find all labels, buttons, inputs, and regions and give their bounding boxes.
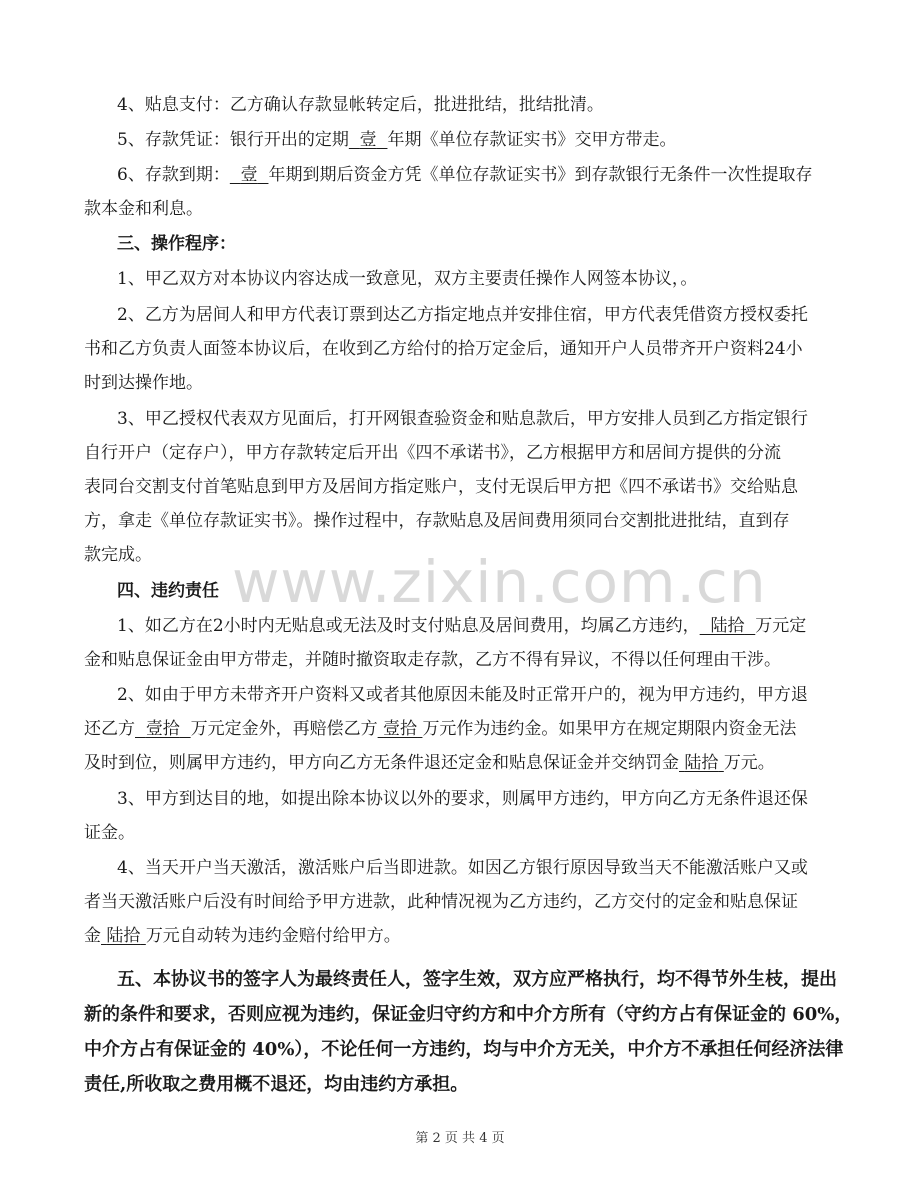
text: 5、存款凭证：银行开出的定期	[117, 130, 349, 150]
maturity-years-underline	[230, 165, 269, 185]
section-5-para-cont2	[0, 1039, 920, 1061]
text: 者当天激活账户后没有时间给予甲方进款，此种情况视为乙方违约，乙方交付的定金和贴息保证	[84, 892, 798, 912]
procedure-3	[0, 408, 920, 430]
text: 表同台交割支付首笔贴息到甲方及居间方指定账户，支付无误后甲方把《四不承诺书》交给贴息	[84, 477, 798, 497]
page-number-footer: 第 2 页 共 4 页	[415, 1131, 505, 1146]
forfeit-amount-underline	[101, 926, 146, 946]
text: 万元自动转为违约金赔付给甲方。	[145, 926, 401, 946]
procedure-3-cont3	[0, 510, 920, 532]
text: 书和乙方负责人面签本协议后，在收到乙方给付的拾万定金后，通知开户人员带齐开户资料24小	[84, 339, 803, 359]
text: 万元定金外，再赔偿乙方	[190, 719, 378, 739]
breach-4-cont	[0, 891, 920, 913]
breach-1-cont	[0, 649, 920, 671]
fine-amount-underline	[679, 753, 724, 773]
term-years: 壹	[359, 130, 377, 150]
text: 3、甲方到达目的地，如提出除本协议以外的要求，则属甲方违约，甲方向乙方无条件退还保	[117, 789, 808, 809]
text: 年期《单位存款证实书》交甲方带走。	[387, 130, 677, 150]
breach-2-cont	[0, 718, 920, 740]
heading-text: 三、操作程序：	[117, 234, 236, 254]
procedure-2-cont2	[0, 372, 920, 394]
text: 2、如由于甲方未带齐开户资料又或者其他原因未能及时正常开户的，视为甲方违约，甲方退	[117, 685, 808, 705]
procedure-3-cont4	[0, 544, 920, 566]
section-5-para-cont	[0, 1004, 920, 1026]
breach-3	[0, 788, 920, 810]
breach-4-cont2	[0, 925, 920, 947]
clause-4-payment	[0, 94, 920, 116]
refund-amount: 壹拾	[145, 719, 180, 739]
deposit-amount-underline	[700, 616, 756, 636]
forfeit-amount: 陆拾	[106, 926, 141, 946]
penalty-amount: 壹拾	[383, 719, 418, 739]
clause-6-cont	[0, 198, 920, 220]
text: 万元定	[755, 616, 807, 636]
text: 4、贴息支付：乙方确认存款显帐转定后，批进批结，批结批清。	[117, 95, 604, 115]
clause-6-maturity	[0, 164, 920, 186]
fine-amount: 陆拾	[684, 753, 719, 773]
text: 款完成。	[84, 545, 152, 565]
maturity-years: 壹	[240, 165, 258, 185]
breach-2	[0, 684, 920, 706]
breach-1	[0, 615, 920, 637]
breach-2-cont2	[0, 752, 920, 774]
text: 4、当天开户当天激活，激活账户后当即进款。如因乙方银行原因导致当天不能激活账户又或	[117, 858, 808, 878]
text: 2、乙方为居间人和甲方代表订票到达乙方指定地点并安排住宿，甲方代表凭借资方授权委托	[117, 305, 808, 325]
refund-amount-underline	[135, 719, 191, 739]
section-4-heading	[0, 580, 920, 602]
text: 6、存款到期：	[117, 165, 230, 185]
text: 万元作为违约金。如果甲方在规定期限内资金无法	[422, 719, 797, 739]
breach-3-cont	[0, 822, 920, 844]
section-3-heading	[0, 233, 920, 255]
procedure-2	[0, 304, 920, 326]
text: 新的条件和要求，否则应视为违约，保证金归守约方和中介方所有（守约方占有保证金的 60%，	[84, 1004, 853, 1025]
term-years-underline	[349, 130, 388, 150]
text: 金和贴息保证金由甲方带走，并随时撤资取走存款，乙方不得有异议，不得以任何理由干涉。	[84, 650, 781, 670]
watermark: www.zixin.com.cn	[232, 548, 767, 616]
text: 3、甲乙授权代表双方见面后，打开网银查验资金和贴息款后，甲方安排人员到乙方指定银行	[117, 409, 808, 429]
text: 金	[84, 926, 101, 946]
heading-text: 四、违约责任	[117, 581, 219, 601]
procedure-1	[0, 268, 920, 290]
procedure-2-cont	[0, 338, 920, 360]
text: 时到达操作地。	[84, 373, 203, 393]
text: 自行开户（定存户），甲方存款转定后开出《四不承诺书》，乙方根据甲方和居间方提供的分流	[84, 443, 781, 463]
text: 1、如乙方在2小时内无贴息或无法及时支付贴息及居间费用，均属乙方违约，	[117, 616, 700, 636]
text: 万元。	[723, 753, 775, 773]
clause-5-voucher	[0, 129, 920, 151]
deposit-amount: 陆拾	[710, 616, 745, 636]
procedure-3-cont	[0, 442, 920, 464]
text: 五、本协议书的签字人为最终责任人，签字生效，双方应严格执行，均不得节外生枝，提出	[117, 969, 837, 990]
breach-4	[0, 857, 920, 879]
text: 责任,所收取之费用概不退还，均由违约方承担。	[84, 1074, 469, 1095]
text: 证金。	[84, 823, 135, 843]
text: 年期到期后资金方凭《单位存款证实书》到存款银行无条件一次性提取存	[268, 165, 813, 185]
text: 中介方占有保证金的 40%），不论任何一方违约，均与中介方无关，中介方不承担任何经济法律	[84, 1039, 844, 1060]
text: 1、甲乙双方对本协议内容达成一致意见，双方主要责任操作人网签本协议，。	[117, 269, 698, 289]
section-5-para-cont3	[0, 1074, 920, 1096]
section-5-para	[0, 969, 920, 991]
penalty-amount-underline	[378, 719, 423, 739]
text: 及时到位，则属甲方违约，甲方向乙方无条件退还定金和贴息保证金并交纳罚金	[84, 753, 679, 773]
procedure-3-cont2	[0, 476, 920, 498]
text: 还乙方	[84, 719, 135, 739]
text: 方，拿走《单位存款证实书》。操作过程中，存款贴息及居间费用须同台交割批进批结，直到存	[84, 511, 790, 531]
text: 款本金和利息。	[84, 199, 203, 219]
